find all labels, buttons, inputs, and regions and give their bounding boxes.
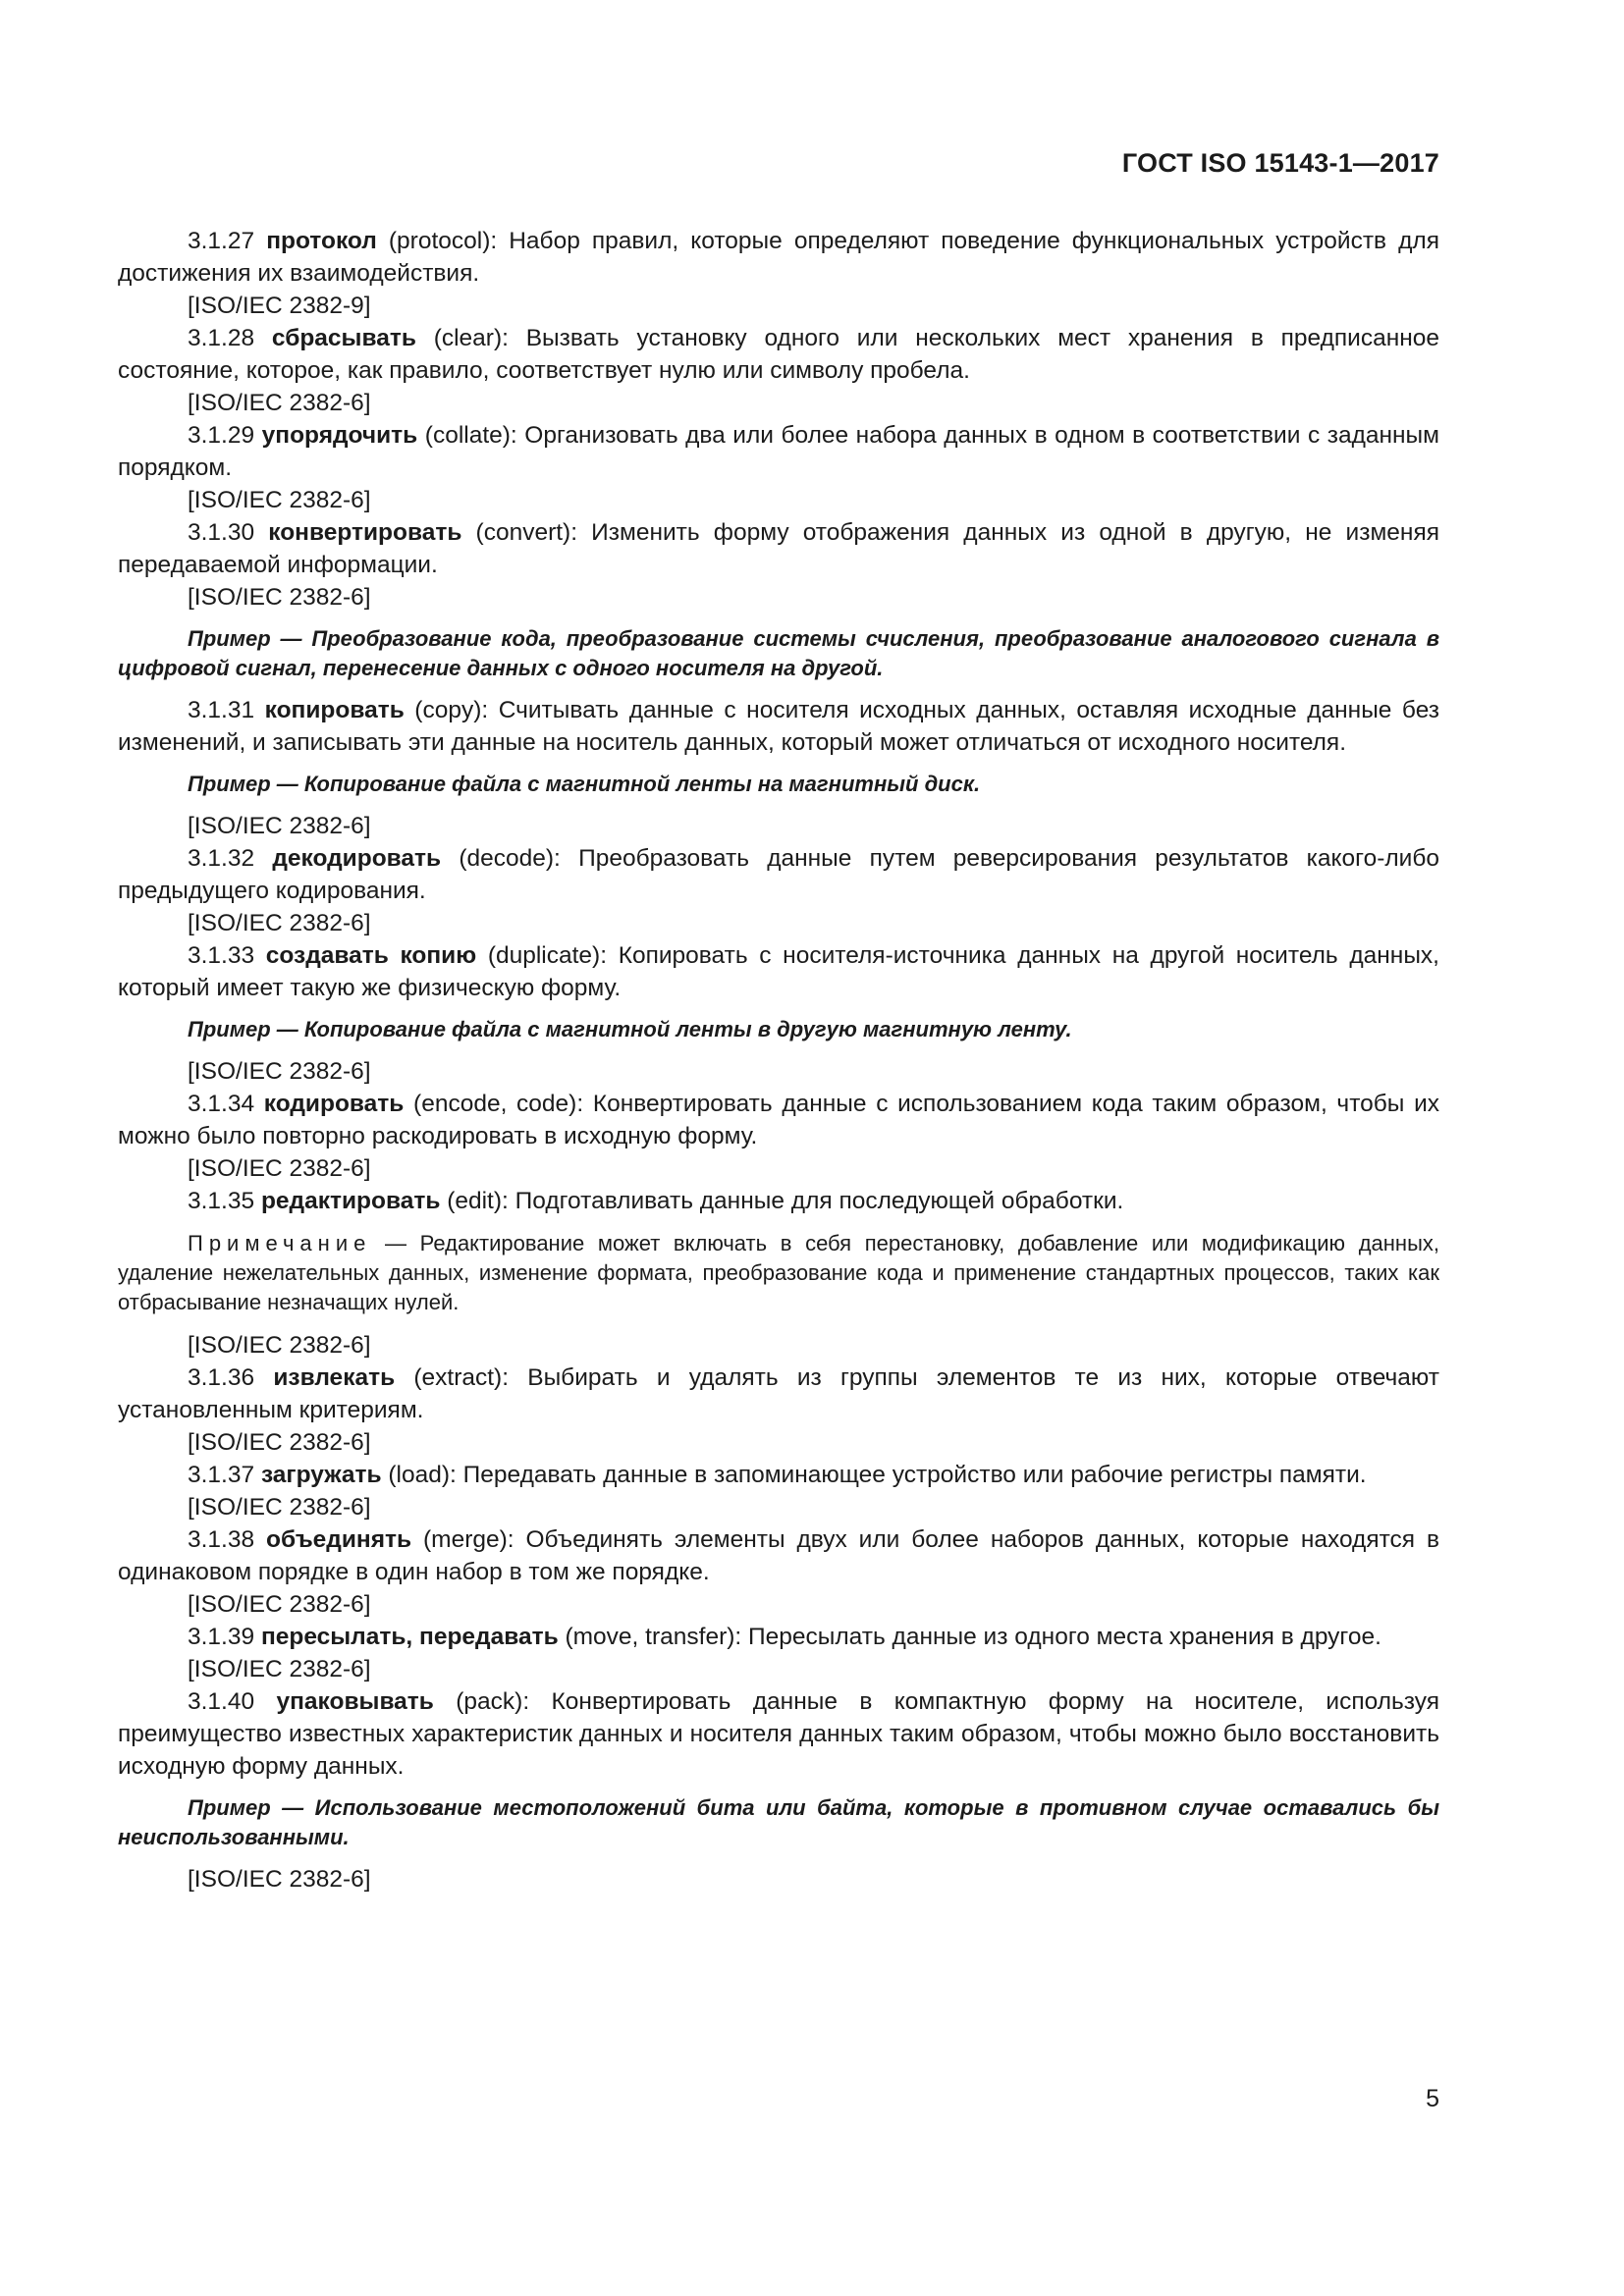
term-english: (decode): — [459, 845, 561, 872]
term-name: пересылать, передавать — [260, 1624, 559, 1650]
term-text: Изменить форму отображения данных из одной в другую, не изменяя передаваемой информации. — [118, 519, 1439, 578]
term-name: создавать копию — [265, 942, 477, 969]
term-definition — [118, 842, 1439, 907]
term-english: (collate): — [424, 422, 517, 449]
example-text: Пример — Копирование файла с магнитной ленты в другую магнитную ленту. — [188, 1017, 1072, 1041]
example-text: Пример — Преобразование кода, преобразование системы счисления, преобразование аналогового сигнала в цифровой сигнал, перенесение данных с одного носителя на другой. — [118, 626, 1439, 680]
term-number: 3.1.36 — [188, 1364, 255, 1391]
term-name: извлекать — [273, 1364, 396, 1391]
term-definition — [118, 1459, 1439, 1491]
source-reference: [ISO/IEC 2382-6] — [188, 1866, 371, 1893]
source-reference: [ISO/IEC 2382-6] — [188, 910, 371, 936]
term-number: 3.1.32 — [188, 845, 255, 872]
document-header: ГОСТ ISO 15143-1—2017 — [1121, 148, 1439, 178]
term-name: загружать — [260, 1462, 382, 1488]
term-text: Набор правил, которые определяют поведение функциональных устройств для достижения их взаимодействия. — [118, 228, 1439, 287]
term-number: 3.1.31 — [188, 697, 255, 723]
term-definition — [118, 694, 1439, 759]
term-english: (duplicate): — [487, 942, 608, 969]
source-reference: [ISO/IEC 2382-6] — [188, 1494, 371, 1521]
term-text: Конвертировать данные в компактную форму на носителе, используя преимущество известных характеристик данных и носителя данных таким образом, чтобы можно было восстановить исходную форму данных. — [118, 1688, 1439, 1780]
term-number: 3.1.33 — [188, 942, 255, 969]
source-reference: [ISO/IEC 2382-6] — [188, 487, 371, 513]
term-number: 3.1.27 — [188, 228, 255, 254]
term-name: кодировать — [263, 1091, 405, 1117]
term-english: (convert): — [475, 519, 577, 546]
term-definition — [118, 939, 1439, 1004]
source-reference: [ISO/IEC 2382-6] — [188, 1332, 371, 1359]
term-english: (protocol): — [388, 228, 498, 254]
example-text: Пример — Копирование файла с магнитной ленты на магнитный диск. — [188, 772, 981, 796]
term-number: 3.1.29 — [188, 422, 255, 449]
example-text: Пример — Использование местоположений бита или байта, которые в противном случае оставались бы неиспользованными. — [118, 1795, 1439, 1849]
term-number: 3.1.39 — [188, 1624, 255, 1650]
term-name: конвертировать — [268, 519, 462, 546]
document-body — [118, 225, 1439, 1896]
source-reference: [ISO/IEC 2382-6] — [188, 1155, 371, 1182]
term-english: (encode, code): — [413, 1091, 584, 1117]
term-english: (copy): — [414, 697, 489, 723]
term-name: протокол — [266, 228, 377, 254]
source-reference: [ISO/IEC 2382-6] — [188, 1429, 371, 1456]
term-name: упорядочить — [261, 422, 418, 449]
term-name: редактировать — [260, 1188, 441, 1214]
term-text: Выбирать и удалять из группы элементов те из них, которые отвечают установленным критериям. — [118, 1364, 1439, 1423]
term-definition — [118, 1621, 1439, 1653]
note-label: Примечание — [188, 1231, 372, 1255]
term-english: (move, transfer): — [565, 1624, 742, 1650]
term-text: Организовать два или более набора данных в одном в соответствии с заданным порядком. — [118, 422, 1440, 481]
term-english: (edit): — [447, 1188, 509, 1214]
source-reference: [ISO/IEC 2382-6] — [188, 813, 371, 839]
term-english: (merge): — [423, 1526, 514, 1553]
term-text: Считывать данные с носителя исходных данных, оставляя исходные данные без изменений, и записывать эти данные на носитель данных, который может отличаться от исходного носителя. — [118, 697, 1440, 756]
term-text: Копировать с носителя-источника данных на другой носитель данных, который имеет такую же физическую форму. — [118, 942, 1439, 1001]
term-number: 3.1.40 — [188, 1688, 255, 1715]
term-number: 3.1.37 — [188, 1462, 255, 1488]
term-definition — [118, 225, 1439, 290]
source-reference: [ISO/IEC 2382-6] — [188, 390, 371, 416]
note — [118, 1229, 1439, 1317]
source-reference: [ISO/IEC 2382-6] — [188, 1591, 371, 1618]
term-name: декодировать — [272, 845, 442, 872]
term-definition — [118, 1088, 1439, 1152]
term-english: (clear): — [433, 325, 509, 351]
term-english: (pack): — [456, 1688, 530, 1715]
term-definition — [118, 1685, 1439, 1783]
source-reference: [ISO/IEC 2382-6] — [188, 1058, 371, 1085]
term-text: Передавать данные в запоминающее устройство или рабочие регистры памяти. — [462, 1462, 1367, 1488]
term-text: Объединять элементы двух или более наборов данных, которые находятся в одинаковом порядке в один набор в том же порядке. — [118, 1526, 1439, 1585]
page-number: 5 — [1426, 2085, 1439, 2112]
term-definition — [118, 1185, 1439, 1217]
term-definition — [118, 419, 1439, 484]
source-reference: [ISO/IEC 2382-9] — [188, 293, 371, 319]
term-definition — [118, 1362, 1439, 1426]
term-name: сбрасывать — [271, 325, 416, 351]
term-number: 3.1.28 — [188, 325, 255, 351]
term-number: 3.1.35 — [188, 1188, 255, 1214]
term-number: 3.1.30 — [188, 519, 255, 546]
term-name: копировать — [264, 697, 405, 723]
term-text: Подготавливать данные для последующей обработки. — [514, 1188, 1124, 1214]
term-text: Пересылать данные из одного места хранения в другое. — [748, 1624, 1381, 1650]
source-reference: [ISO/IEC 2382-6] — [188, 1656, 371, 1682]
note-text: — Редактирование может включать в себя перестановку, добавление или модификацию данных, удаление нежелательных данных, изменение формата, преобразование кода и применение стандартных процессов, таких как отбрасывание незначащих нулей. — [118, 1231, 1439, 1314]
term-number: 3.1.38 — [188, 1526, 255, 1553]
term-text: Конвертировать данные с использованием кода таким образом, чтобы их можно было повторно раскодировать в исходную форму. — [118, 1091, 1440, 1149]
term-name: объединять — [266, 1526, 412, 1553]
term-number: 3.1.34 — [188, 1091, 255, 1117]
term-definition — [118, 1523, 1439, 1588]
term-definition — [118, 322, 1439, 387]
source-reference: [ISO/IEC 2382-6] — [188, 584, 371, 611]
term-english: (extract): — [413, 1364, 510, 1391]
term-name: упаковывать — [276, 1688, 434, 1715]
term-definition — [118, 516, 1439, 581]
term-text: Вызвать установку одного или нескольких мест хранения в предписанное состояние, которое, как правило, соответствует нулю или символу пробела. — [118, 325, 1440, 384]
term-text: Преобразовать данные путем реверсирования результатов какого-либо предыдущего кодирования. — [118, 845, 1439, 904]
term-english: (load): — [388, 1462, 457, 1488]
